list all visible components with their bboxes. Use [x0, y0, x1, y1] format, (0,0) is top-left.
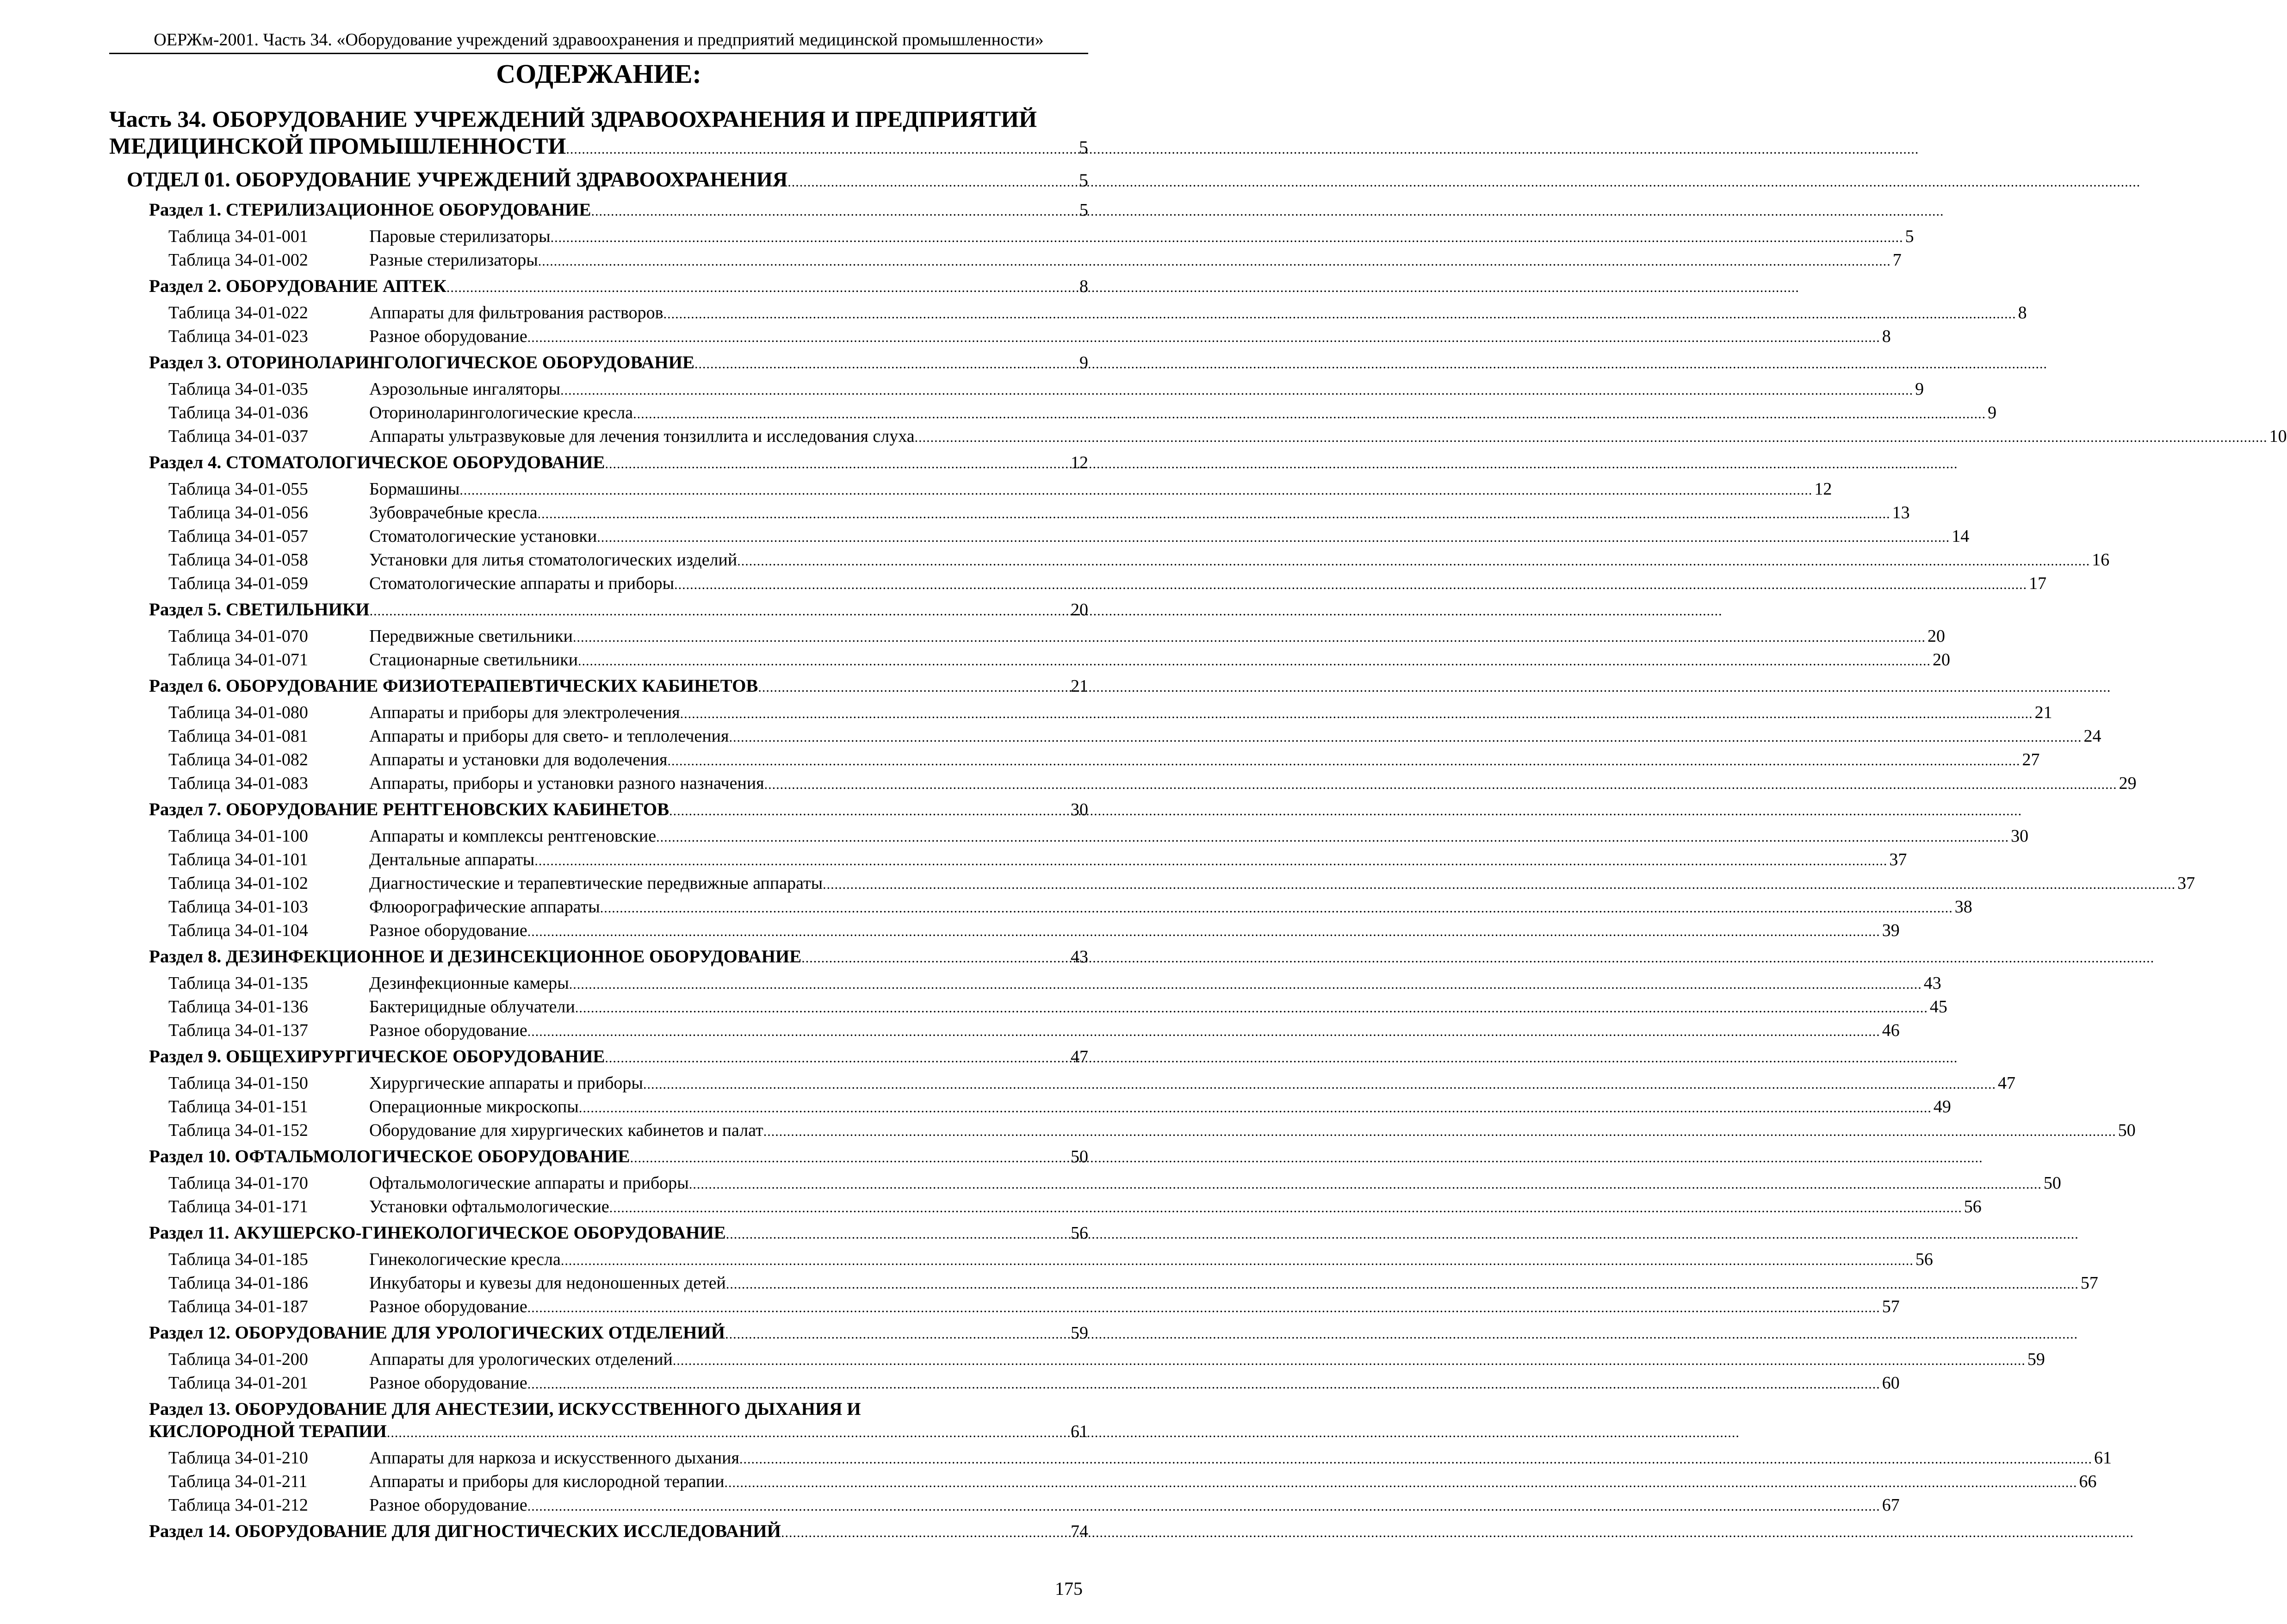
toc-table-entry[interactable] — [168, 701, 2052, 725]
page-number: 175 — [1055, 1578, 1083, 1599]
toc-table-entry[interactable] — [168, 425, 2287, 449]
toc-part-title-line1: Часть 34. ОБОРУДОВАНИЕ УЧРЕЖДЕНИЙ ЗДРАВООХРАНЕНИЯ И ПРЕДПРИЯТИЙ — [109, 106, 1037, 132]
toc-table-page: 67 — [1882, 1495, 1900, 1515]
toc-section-title: Раздел 11. АКУШЕРСКО-ГИНЕКОЛОГИЧЕСКОЕ ОБОРУДОВАНИЕ — [149, 1223, 726, 1243]
toc-department-title: ОТДЕЛ 01. ОБОРУДОВАНИЕ УЧРЕЖДЕНИЙ ЗДРАВООХРАНЕНИЯ — [127, 168, 788, 191]
page-title: СОДЕРЖАНИЕ: — [496, 59, 701, 89]
toc-table-entry[interactable] — [168, 1372, 1900, 1395]
toc-table-title: Аппараты, приборы и установки разного назначения — [369, 774, 764, 793]
leader-dots — [663, 302, 2016, 325]
toc-table-title: Диагностические и терапевтические передвижные аппараты — [369, 874, 823, 893]
toc-table-code: Таблица 34-01-102 — [168, 874, 308, 893]
leader-dots — [579, 1096, 1932, 1119]
toc-table-title: Разное оборудование — [369, 1021, 527, 1040]
toc-table-title: Гинекологические кресла — [369, 1250, 561, 1269]
toc-table-list — [109, 478, 2110, 596]
toc-table-page: 59 — [2027, 1350, 2045, 1369]
leader-dots — [680, 701, 2033, 725]
toc-section-page: 50 — [1071, 1147, 1088, 1166]
toc-table-entry[interactable] — [168, 1072, 2015, 1096]
toc-table-code: Таблица 34-01-036 — [168, 403, 308, 422]
toc-part-entry[interactable] — [109, 105, 1088, 163]
toc-table-page: 7 — [1892, 250, 1902, 270]
leader-dots — [763, 1119, 2116, 1143]
toc-table-title: Хирургические аппараты и приборы — [369, 1073, 643, 1093]
toc-table-title: Инкубаторы и кувезы для недоношенных детей — [369, 1273, 726, 1293]
toc-table-code: Таблица 34-01-135 — [168, 973, 308, 993]
toc-table-title: Офтальмологические аппараты и приборы — [369, 1173, 689, 1193]
toc-table-page: 50 — [2118, 1121, 2136, 1140]
toc-section-entry[interactable] — [109, 1046, 1088, 1069]
leader-dots — [527, 325, 1880, 349]
toc-section-page: 74 — [1071, 1522, 1088, 1541]
leader-dots — [538, 249, 1891, 273]
toc-table-entry[interactable] — [168, 896, 1972, 919]
toc-table-code: Таблица 34-01-150 — [168, 1073, 308, 1093]
toc-table-code: Таблица 34-01-100 — [168, 826, 308, 846]
toc-table-entry[interactable] — [168, 1019, 1900, 1043]
leader-dots — [538, 502, 1890, 525]
toc-section-entry[interactable] — [109, 599, 1088, 622]
leader-dots — [387, 1420, 1069, 1444]
leader-dots — [725, 1322, 1069, 1345]
leader-dots — [726, 1272, 2079, 1295]
toc-part-page: 5 — [1079, 137, 1088, 158]
toc-table-list — [109, 225, 1914, 273]
toc-table-page: 45 — [1929, 997, 1947, 1017]
leader-dots — [609, 1196, 1962, 1219]
toc-table-entry[interactable] — [168, 919, 1900, 943]
toc-section-title: Раздел 12. ОБОРУДОВАНИЕ ДЛЯ УРОЛОГИЧЕСКИХ ОТДЕЛЕНИЙ — [149, 1323, 725, 1343]
toc-table-page: 39 — [1882, 921, 1900, 940]
toc-table-entry[interactable] — [168, 1494, 1900, 1518]
toc-table-page: 5 — [1905, 227, 1914, 246]
toc-table-page: 20 — [1927, 626, 1945, 646]
toc-table-entry[interactable] — [168, 1295, 1900, 1319]
toc-section-title: Раздел 6. ОБОРУДОВАНИЕ ФИЗИОТЕРАПЕВТИЧЕСКИХ КАБИНЕТОВ — [149, 676, 758, 696]
toc-table-list — [109, 825, 2195, 943]
leader-dots — [560, 378, 1913, 402]
toc-table-page: 16 — [2092, 550, 2110, 570]
toc-section-entry[interactable] — [109, 946, 1088, 969]
toc-section-page: 20 — [1071, 600, 1088, 620]
toc-table-title: Аппараты для наркоза и искусственного дыхания — [369, 1448, 739, 1468]
toc-table-entry[interactable] — [168, 1119, 2136, 1143]
leader-dots — [527, 1494, 1880, 1518]
toc-table-entry[interactable] — [168, 249, 1902, 273]
toc-section-title-line1: Раздел 13. ОБОРУДОВАНИЕ ДЛЯ АНЕСТЕЗИИ, ИСКУССТВЕННОГО ДЫХАНИЯ И — [149, 1399, 861, 1419]
toc-table-page: 66 — [2079, 1472, 2097, 1491]
toc-section-title: Раздел 1. СТЕРИЛИЗАЦИОННОЕ ОБОРУДОВАНИЕ — [149, 200, 591, 220]
toc-table-page: 56 — [1964, 1197, 1982, 1216]
toc-table-title: Разное оборудование — [369, 1373, 527, 1393]
leader-dots — [633, 402, 1986, 425]
toc-table-code: Таблица 34-01-101 — [168, 850, 308, 869]
leader-dots — [787, 166, 1077, 196]
toc-table-page: 9 — [1988, 403, 1997, 422]
toc-section-title: Раздел 9. ОБЩЕХИРУРГИЧЕСКОЕ ОБОРУДОВАНИЕ — [149, 1047, 605, 1066]
leader-dots — [739, 1447, 2092, 1470]
leader-dots — [578, 649, 1931, 672]
leader-dots — [729, 725, 2082, 749]
toc-table-code: Таблица 34-01-200 — [168, 1350, 308, 1369]
leader-dots — [823, 872, 2175, 896]
toc-table-code: Таблица 34-01-152 — [168, 1121, 308, 1140]
toc-table-title: Разное оборудование — [369, 1297, 527, 1316]
toc-table-entry[interactable] — [168, 772, 2137, 796]
toc-table-entry[interactable] — [168, 749, 2040, 772]
toc-table-page: 30 — [2011, 826, 2029, 846]
toc-table-entry[interactable] — [168, 478, 1832, 502]
toc-table-page: 13 — [1892, 503, 1910, 522]
toc-table-entry[interactable] — [168, 972, 1941, 996]
toc-section-title: Раздел 14. ОБОРУДОВАНИЕ ДЛЯ ДИГНОСТИЧЕСКИХ ИССЛЕДОВАНИЙ — [149, 1521, 781, 1541]
toc-table-entry[interactable] — [168, 572, 2047, 596]
toc-section-page: 12 — [1071, 453, 1088, 472]
leader-dots — [573, 625, 1926, 649]
toc-table-entry[interactable] — [168, 502, 1910, 525]
leader-dots — [527, 1372, 1880, 1395]
leader-dots — [758, 675, 1069, 699]
leader-dots — [726, 1222, 1069, 1246]
leader-dots — [643, 1072, 1996, 1096]
leader-dots — [527, 1295, 1880, 1319]
toc-table-title: Аппараты и установки для водолечения — [369, 750, 668, 769]
toc-table-title: Паровые стерилизаторы — [369, 227, 551, 246]
toc-table-entry[interactable] — [168, 302, 2027, 325]
leader-dots — [569, 972, 1922, 996]
toc-table-code: Таблица 34-01-071 — [168, 650, 308, 669]
toc-table-title: Разные стерилизаторы — [369, 250, 538, 270]
toc-table-code: Таблица 34-01-136 — [168, 997, 308, 1017]
toc-table-code: Таблица 34-01-081 — [168, 726, 308, 746]
leader-dots — [915, 425, 2268, 449]
toc-table-list — [109, 701, 2137, 796]
toc-part-title-line2: МЕДИЦИНСКОЙ ПРОМЫШЛЕННОСТИ — [109, 133, 566, 159]
toc-section-page: 47 — [1071, 1047, 1088, 1066]
toc-table-title: Аппараты и приборы для свето- и теплолечения — [369, 726, 729, 746]
leader-dots — [725, 1470, 2077, 1494]
toc-table-entry[interactable] — [168, 402, 1997, 425]
table-of-contents — [109, 105, 2287, 1544]
toc-department-entry[interactable] — [109, 166, 1088, 196]
toc-section-title: Раздел 10. ОФТАЛЬМОЛОГИЧЕСКОЕ ОБОРУДОВАНИЕ — [149, 1147, 630, 1166]
toc-table-entry[interactable] — [168, 825, 2029, 849]
toc-table-entry[interactable] — [168, 849, 1907, 872]
toc-table-entry[interactable] — [168, 525, 1970, 549]
toc-section-entry[interactable] — [109, 675, 1088, 699]
toc-table-page: 9 — [1915, 379, 1924, 399]
toc-table-title: Разное оборудование — [369, 921, 527, 940]
toc-table-code: Таблица 34-01-080 — [168, 703, 308, 722]
toc-table-list — [109, 972, 1947, 1043]
toc-section-title: Раздел 8. ДЕЗИНФЕКЦИОННОЕ И ДЕЗИНСЕКЦИОННОЕ ОБОРУДОВАНИЕ — [149, 947, 802, 967]
toc-section-page: 61 — [1071, 1422, 1088, 1441]
toc-table-entry[interactable] — [168, 1196, 1982, 1219]
toc-table-page: 37 — [1889, 850, 1907, 869]
toc-section-title: Раздел 4. СТОМАТОЛОГИЧЕСКОЕ ОБОРУДОВАНИЕ — [149, 452, 605, 472]
leader-dots — [446, 275, 1078, 299]
toc-table-list — [109, 378, 2287, 449]
toc-table-title: Флюорографические аппараты — [369, 897, 600, 917]
toc-table-entry[interactable] — [168, 225, 1914, 249]
toc-table-title: Аппараты для урологических отделений — [369, 1350, 673, 1369]
toc-table-page: 8 — [2018, 303, 2027, 322]
toc-table-page: 20 — [1933, 650, 1951, 669]
toc-section-entry[interactable] — [109, 799, 1088, 822]
toc-table-code: Таблица 34-01-057 — [168, 527, 308, 546]
toc-table-code: Таблица 34-01-037 — [168, 427, 308, 446]
toc-table-entry[interactable] — [168, 649, 1951, 672]
toc-table-code: Таблица 34-01-035 — [168, 379, 308, 399]
toc-table-title: Дентальные аппараты — [369, 850, 535, 869]
toc-table-title: Установки офтальмологические — [369, 1197, 609, 1216]
toc-section-page: 21 — [1071, 676, 1088, 696]
toc-table-page: 27 — [2022, 750, 2040, 769]
toc-section-entry[interactable] — [109, 1146, 1088, 1169]
leader-dots — [566, 132, 1077, 163]
toc-table-entry[interactable] — [168, 1470, 2097, 1494]
leader-dots — [764, 772, 2117, 796]
toc-section-entry[interactable] — [109, 1222, 1088, 1246]
toc-table-code: Таблица 34-01-056 — [168, 503, 308, 522]
leader-dots — [689, 1172, 2042, 1196]
toc-table-title: Аппараты и комплексы рентгеновские — [369, 826, 657, 846]
leader-dots — [694, 352, 1078, 375]
toc-table-code: Таблица 34-01-137 — [168, 1021, 308, 1040]
toc-table-page: 43 — [1923, 973, 1941, 993]
toc-table-page: 60 — [1882, 1373, 1900, 1393]
leader-dots — [801, 946, 1069, 969]
toc-table-title: Аппараты для фильтрования растворов — [369, 303, 663, 322]
leader-dots — [674, 572, 2027, 596]
toc-table-title: Стоматологические аппараты и приборы — [369, 574, 675, 593]
toc-table-page: 47 — [1997, 1073, 2015, 1093]
leader-dots — [575, 996, 1928, 1019]
toc-table-entry[interactable] — [168, 1272, 2098, 1295]
toc-table-page: 46 — [1882, 1021, 1900, 1040]
toc-section-title: Раздел 2. ОБОРУДОВАНИЕ АПТЕК — [149, 276, 446, 296]
toc-table-code: Таблица 34-01-022 — [168, 303, 308, 322]
toc-table-page: 10 — [2269, 427, 2287, 446]
toc-table-title: Аппараты и приборы для кислородной терапии — [369, 1472, 725, 1491]
toc-table-title: Оториноларингологические кресла — [369, 403, 633, 422]
toc-table-title: Бормашины — [369, 479, 460, 499]
leader-dots — [605, 1046, 1069, 1069]
leader-dots — [781, 1520, 1069, 1544]
leader-dots — [591, 199, 1078, 223]
toc-table-title: Разное оборудование — [369, 327, 527, 346]
toc-table-title: Стационарные светильники — [369, 650, 578, 669]
toc-table-list — [109, 1447, 2112, 1518]
toc-table-code: Таблица 34-01-210 — [168, 1448, 308, 1468]
toc-section-entry[interactable] — [109, 452, 1088, 475]
leader-dots — [667, 749, 2020, 772]
toc-table-code: Таблица 34-01-082 — [168, 750, 308, 769]
toc-section-entry[interactable] — [109, 1322, 1088, 1345]
toc-table-entry[interactable] — [168, 1172, 2061, 1196]
toc-table-page: 24 — [2083, 726, 2101, 746]
toc-table-entry[interactable] — [168, 625, 1945, 649]
toc-table-page: 38 — [1954, 897, 1972, 917]
toc-table-title: Аэрозольные ингаляторы — [369, 379, 561, 399]
toc-table-title: Передвижные светильники — [369, 626, 573, 646]
toc-table-entry[interactable] — [168, 325, 1891, 349]
toc-table-code: Таблица 34-01-186 — [168, 1273, 308, 1293]
toc-table-title: Установки для литья стоматологических изделий — [369, 550, 738, 570]
toc-table-entry[interactable] — [168, 1096, 1951, 1119]
toc-table-title: Аппараты ультразвуковые для лечения тонзиллита и исследования слуха — [369, 427, 915, 446]
toc-table-page: 61 — [2094, 1448, 2112, 1468]
toc-table-list — [109, 1248, 2098, 1319]
toc-sections — [109, 199, 2287, 1544]
leader-dots — [534, 849, 1887, 872]
toc-table-code: Таблица 34-01-211 — [168, 1472, 308, 1491]
leader-dots — [597, 525, 1950, 549]
toc-table-list — [109, 1172, 2061, 1219]
toc-table-code: Таблица 34-01-083 — [168, 774, 308, 793]
leader-dots — [600, 896, 1953, 919]
toc-table-list — [109, 625, 1951, 672]
toc-table-page: 12 — [1814, 479, 1832, 499]
toc-table-code: Таблица 34-01-058 — [168, 550, 308, 570]
toc-table-code: Таблица 34-01-070 — [168, 626, 308, 646]
toc-table-title: Оборудование для хирургических кабинетов и палат — [369, 1121, 763, 1140]
toc-table-entry[interactable] — [168, 996, 1947, 1019]
toc-table-code: Таблица 34-01-170 — [168, 1173, 308, 1193]
toc-table-page: 50 — [2043, 1173, 2061, 1193]
leader-dots — [673, 1348, 2026, 1372]
leader-dots — [669, 799, 1069, 822]
toc-table-code: Таблица 34-01-212 — [168, 1495, 308, 1515]
leader-dots — [551, 225, 1903, 249]
leader-dots — [370, 599, 1069, 622]
toc-table-entry[interactable] — [168, 1447, 2112, 1470]
toc-table-page: 57 — [2080, 1273, 2098, 1293]
toc-section-entry[interactable] — [109, 1398, 1088, 1444]
toc-table-code: Таблица 34-01-001 — [168, 227, 308, 246]
toc-section-title: Раздел 5. СВЕТИЛЬНИКИ — [149, 600, 370, 620]
leader-dots — [605, 452, 1069, 475]
toc-table-entry[interactable] — [168, 725, 2101, 749]
leader-dots — [459, 478, 1812, 502]
toc-section-page: 30 — [1071, 800, 1088, 819]
toc-table-code: Таблица 34-01-187 — [168, 1297, 308, 1316]
toc-section-page: 43 — [1071, 947, 1088, 967]
toc-table-title: Дезинфекционные камеры — [369, 973, 569, 993]
toc-section-page: 8 — [1079, 277, 1088, 296]
toc-table-title: Аппараты и приборы для электролечения — [369, 703, 680, 722]
toc-table-entry[interactable] — [168, 378, 1924, 402]
toc-section-page: 9 — [1079, 353, 1088, 372]
toc-table-entry[interactable] — [168, 549, 2110, 572]
leader-dots — [630, 1146, 1069, 1169]
toc-section-entry[interactable] — [109, 275, 1088, 299]
toc-table-code: Таблица 34-01-171 — [168, 1197, 308, 1216]
toc-table-page: 37 — [2177, 874, 2195, 893]
toc-table-page: 29 — [2119, 774, 2137, 793]
toc-table-page: 57 — [1882, 1297, 1900, 1316]
toc-section-entry[interactable] — [109, 1520, 1088, 1544]
toc-table-title: Стоматологические установки — [369, 527, 597, 546]
toc-table-entry[interactable] — [168, 1248, 1933, 1272]
toc-section-page: 56 — [1071, 1223, 1088, 1243]
leader-dots — [737, 549, 2090, 572]
toc-department-page: 5 — [1079, 170, 1088, 191]
toc-section-title: Раздел 3. ОТОРИНОЛАРИНГОЛОГИЧЕСКОЕ ОБОРУДОВАНИЕ — [149, 353, 695, 372]
toc-table-page: 56 — [1915, 1250, 1933, 1269]
toc-table-title: Разное оборудование — [369, 1495, 527, 1515]
toc-section-page: 5 — [1079, 200, 1088, 220]
toc-table-page: 21 — [2034, 703, 2052, 722]
leader-dots — [527, 919, 1880, 943]
toc-section-page: 59 — [1071, 1323, 1088, 1343]
toc-table-page: 17 — [2029, 574, 2047, 593]
toc-table-list — [109, 1348, 2045, 1395]
toc-table-code: Таблица 34-01-201 — [168, 1373, 308, 1393]
running-header: ОЕРЖм-2001. Часть 34. «Оборудование учреждений здравоохранения и предприятий медицинской промышленности» — [109, 27, 1088, 54]
toc-table-title: Бактерицидные облучатели — [369, 997, 575, 1017]
toc-table-code: Таблица 34-01-002 — [168, 250, 308, 270]
toc-section-entry[interactable] — [109, 199, 1088, 223]
toc-table-page: 8 — [1882, 327, 1891, 346]
toc-table-title: Зубоврачебные кресла — [369, 503, 538, 522]
toc-table-code: Таблица 34-01-059 — [168, 574, 308, 593]
toc-table-page: 14 — [1952, 527, 1970, 546]
toc-table-code: Таблица 34-01-185 — [168, 1250, 308, 1269]
toc-table-code: Таблица 34-01-103 — [168, 897, 308, 917]
toc-table-list — [109, 302, 2027, 349]
toc-section-entry[interactable] — [109, 352, 1088, 375]
toc-table-code: Таблица 34-01-023 — [168, 327, 308, 346]
toc-table-code: Таблица 34-01-104 — [168, 921, 308, 940]
toc-table-page: 49 — [1933, 1097, 1951, 1116]
toc-table-entry[interactable] — [168, 1348, 2045, 1372]
toc-table-code: Таблица 34-01-151 — [168, 1097, 308, 1116]
toc-table-title: Операционные микроскопы — [369, 1097, 579, 1116]
toc-table-entry[interactable] — [168, 872, 2195, 896]
toc-table-code: Таблица 34-01-055 — [168, 479, 308, 499]
leader-dots — [656, 825, 2009, 849]
toc-section-title: Раздел 7. ОБОРУДОВАНИЕ РЕНТГЕНОВСКИХ КАБИНЕТОВ — [149, 800, 669, 819]
toc-section-title: КИСЛОРОДНОЙ ТЕРАПИИ — [149, 1421, 387, 1441]
toc-table-list — [109, 1072, 2136, 1143]
leader-dots — [527, 1019, 1880, 1043]
leader-dots — [561, 1248, 1914, 1272]
